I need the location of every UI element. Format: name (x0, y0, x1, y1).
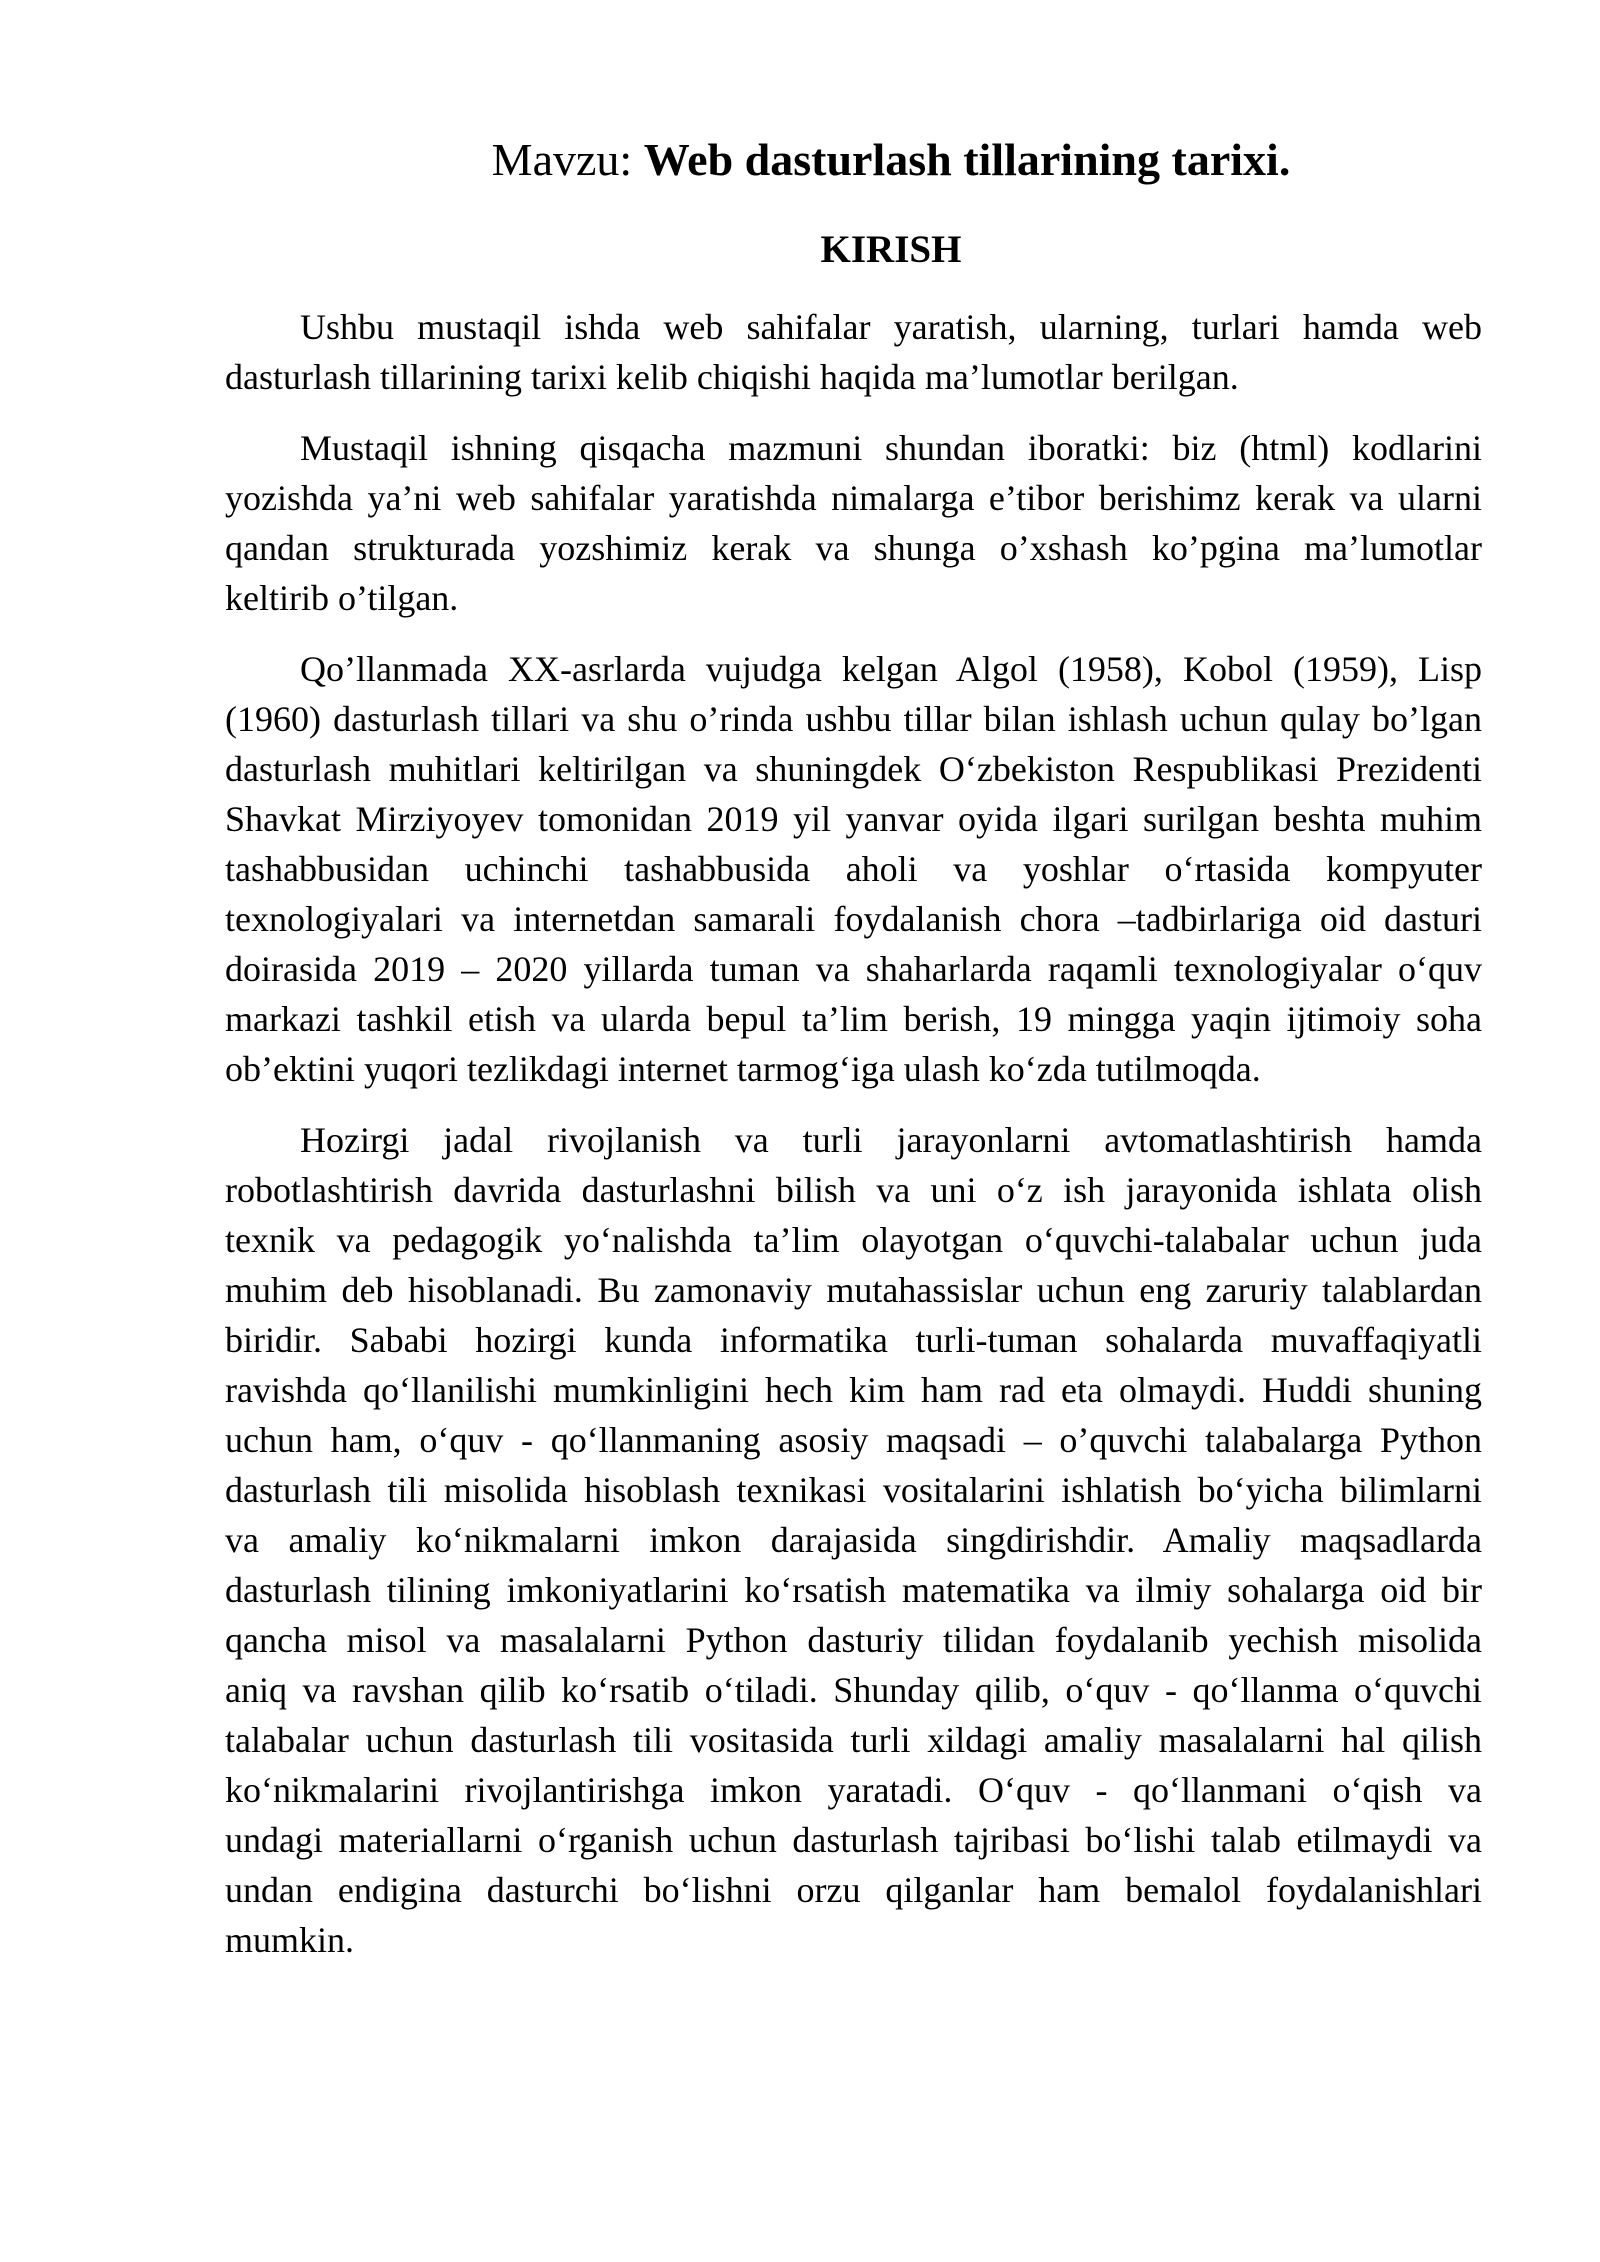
document-body (225, 302, 1482, 1965)
text-line: markazi tashkil etish va ularda bepul ta’lim berish, 19 mingga yaqin ijtimoiy soha (225, 999, 1482, 1039)
text-line: qandan strukturada yozshimiz kerak va shunga o’xshash ko’pgina ma’lumotlar (225, 528, 1482, 568)
title-main: Web dasturlash tillarining tarixi. (643, 134, 1291, 185)
text-line: muhim deb hisoblanadi. Bu zamonaviy mutahassislar uchun eng zaruriy talablardan (225, 1270, 1482, 1310)
text-line: uchun ham, o‘quv - qo‘llanmaning asosiy maqsadi – o’quvchi talabalarga Python (225, 1420, 1482, 1460)
text-line: ob’ektini yuqori tezlikdagi internet tarmog‘iga ulash ko‘zda tutilmoqda. (225, 1049, 1261, 1089)
text-line: Qo’llanmada XX-asrlarda vujudga kelgan Algol (1958), Kobol (1959), Lisp (300, 649, 1482, 689)
paragraph (225, 302, 1482, 402)
title-prefix: Mavzu: (491, 134, 644, 185)
text-line: doirasida 2019 – 2020 yillarda tuman va shaharlarda raqamli texnologiyalar o‘quv (225, 949, 1482, 989)
text-line: undagi materiallarni o‘rganish uchun dasturlash tajribasi bo‘lishi talab etilmaydi va (225, 1820, 1482, 1860)
text-line: aniq va ravshan qilib ko‘rsatib o‘tiladi. Shunday qilib, o‘quv - qo‘llanma o‘quvchi (225, 1670, 1482, 1710)
document-title (225, 130, 1482, 190)
text-line: dasturlash tilining imkoniyatlarini ko‘rsatish matematika va ilmiy sohalarga oid bir (225, 1570, 1482, 1610)
text-line: tashabbusidan uchinchi tashabbusida aholi va yoshlar o‘rtasida kompyuter (225, 849, 1482, 889)
text-line: Hozirgi jadal rivojlanish va turli jarayonlarni avtomatlashtirish hamda (300, 1120, 1482, 1160)
text-line: robotlashtirish davrida dasturlashni bilish va uni o‘z ish jarayonida ishlata olish (225, 1170, 1482, 1210)
text-line: ravishda qo‘llanilishi mumkinligini hech kim ham rad eta olmaydi. Huddi shuning (225, 1370, 1482, 1410)
text-line: undan endigina dasturchi bo‘lishni orzu qilganlar ham bemalol foydalanishlari (225, 1870, 1482, 1910)
text-line: Ushbu mustaqil ishda web sahifalar yaratish, ularning, turlari hamda web (300, 307, 1482, 347)
text-line: mumkin. (225, 1920, 355, 1960)
text-line: yozishda ya’ni web sahifalar yaratishda nimalarga e’tibor berishimz kerak va ularni (225, 478, 1482, 518)
section-heading-kirish: KIRISH (820, 228, 962, 271)
text-line: texnik va pedagogik yo‘nalishda ta’lim olayotgan o‘quvchi-talabalar uchun juda (225, 1220, 1482, 1260)
paragraph (225, 423, 1482, 623)
text-line: biridir. Sababi hozirgi kunda informatika turli-tuman sohalarda muvaffaqiyatli (225, 1320, 1482, 1360)
text-line: dasturlash tili misolida hisoblash texnikasi vositalarini ishlatish bo‘yicha bilimlarni (225, 1470, 1482, 1510)
text-line: qancha misol va masalalarni Python dasturiy tilidan foydalanib yechish misolida (225, 1620, 1482, 1660)
text-line: ko‘nikmalarini rivojlantirishga imkon yaratadi. O‘quv - qo‘llanmani o‘qish va (225, 1770, 1482, 1810)
text-line: Mustaqil ishning qisqacha mazmuni shundan iboratki: biz (html) kodlarini (300, 428, 1482, 468)
text-line: keltirib o’tilgan. (225, 578, 459, 618)
text-line: (1960) dasturlash tillari va shu o’rinda ushbu tillar bilan ishlash uchun qulay bo’lgan (225, 699, 1482, 739)
text-line: Shavkat Mirziyoyev tomonidan 2019 yil yanvar oyida ilgari surilgan beshta muhim (225, 799, 1482, 839)
paragraph (225, 1115, 1482, 1965)
text-line: talabalar uchun dasturlash tili vositasida turli xildagi amaliy masalalarni hal qilish (225, 1720, 1482, 1760)
text-line: dasturlash muhitlari keltirilgan va shuningdek O‘zbekiston Respublikasi Prezidenti (225, 749, 1482, 789)
text-line: texnologiyalari va internetdan samarali foydalanish chora –tadbirlariga oid dasturi (225, 899, 1482, 939)
text-line: va amaliy ko‘nikmalarni imkon darajasida singdirishdir. Amaliy maqsadlarda (225, 1520, 1482, 1560)
paragraph (225, 644, 1482, 1094)
text-line: dasturlash tillarining tarixi kelib chiqishi haqida ma’lumotlar berilgan. (225, 357, 1239, 397)
